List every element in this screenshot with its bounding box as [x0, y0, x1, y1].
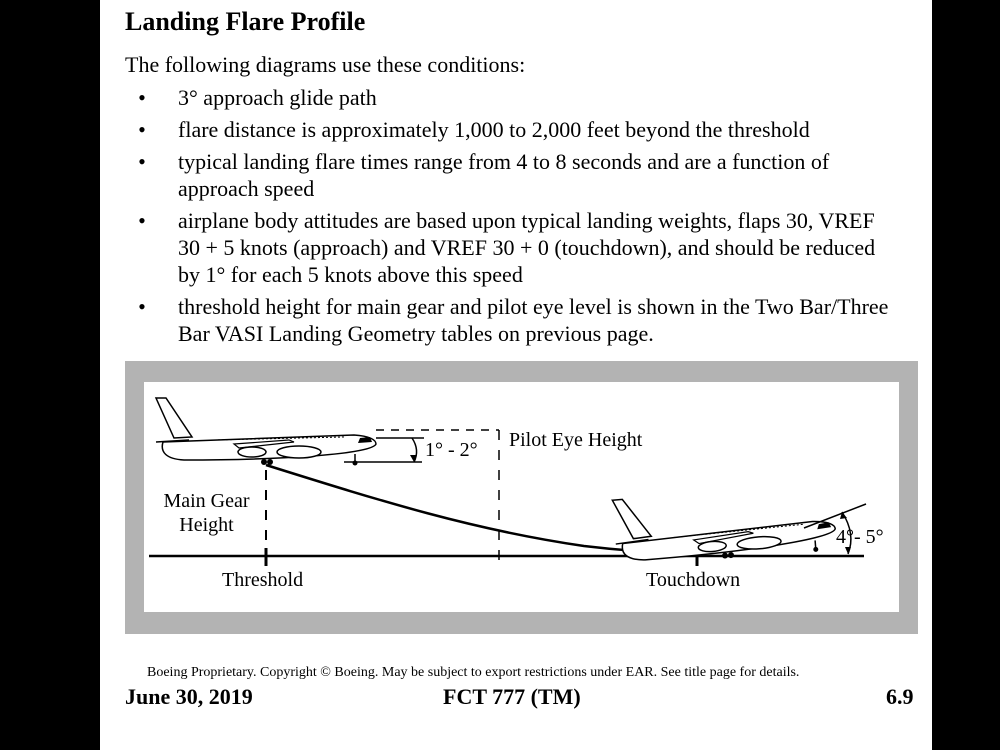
- flare-figure-frame: [125, 361, 918, 634]
- flare-path: [266, 465, 697, 554]
- page-title: Landing Flare Profile: [125, 7, 366, 36]
- list-item: • flare distance is approximately 1,000 to 2,000 feet beyond the threshold: [132, 116, 892, 143]
- touchdown-attitude-label: 4°- 5°: [836, 526, 884, 548]
- footer-page-number: 6.9: [886, 684, 914, 709]
- document-page: [100, 0, 932, 750]
- list-item: • threshold height for main gear and pilot eye level is shown in the Two Bar/Three Bar VASI Landing Geometry tables on previous page.: [132, 293, 892, 347]
- footer-date: June 30, 2019: [125, 684, 253, 709]
- flare-diagram: [144, 382, 899, 612]
- approach-attitude-label: 1° - 2°: [425, 439, 478, 461]
- list-item: • airplane body attitudes are based upon typical landing weights, flaps 30, VREF 30 + 5 knots (approach) and VREF 30 + 0 (touchdown), and should be reduced by 1° for each 5 knots above this speed: [132, 207, 892, 288]
- bullet-icon: •: [138, 117, 146, 142]
- conditions-list: [132, 84, 892, 352]
- footer-document-id: FCT 777 (TM): [443, 684, 581, 709]
- threshold-label: Threshold: [222, 569, 304, 591]
- copyright-notice: Boeing Proprietary. Copyright © Boeing. May be subject to export restrictions under EAR. See title page for details.: [147, 665, 800, 680]
- list-item: • 3° approach glide path: [132, 84, 892, 111]
- bullet-icon: •: [138, 85, 146, 110]
- touchdown-label: Touchdown: [646, 569, 741, 591]
- bullet-icon: •: [138, 149, 146, 174]
- bullet-icon: •: [138, 208, 146, 233]
- main-gear-height-label-line1: Main Gear: [163, 490, 250, 512]
- list-item: • typical landing flare times range from 4 to 8 seconds and are a function of approach speed: [132, 148, 892, 202]
- pilot-eye-height-label: Pilot Eye Height: [509, 429, 643, 451]
- approach-airplane-icon: [156, 398, 376, 466]
- intro-text: The following diagrams use these conditions:: [125, 52, 526, 77]
- bullet-icon: •: [138, 294, 146, 319]
- main-gear-height-label-line2: Height: [179, 514, 234, 536]
